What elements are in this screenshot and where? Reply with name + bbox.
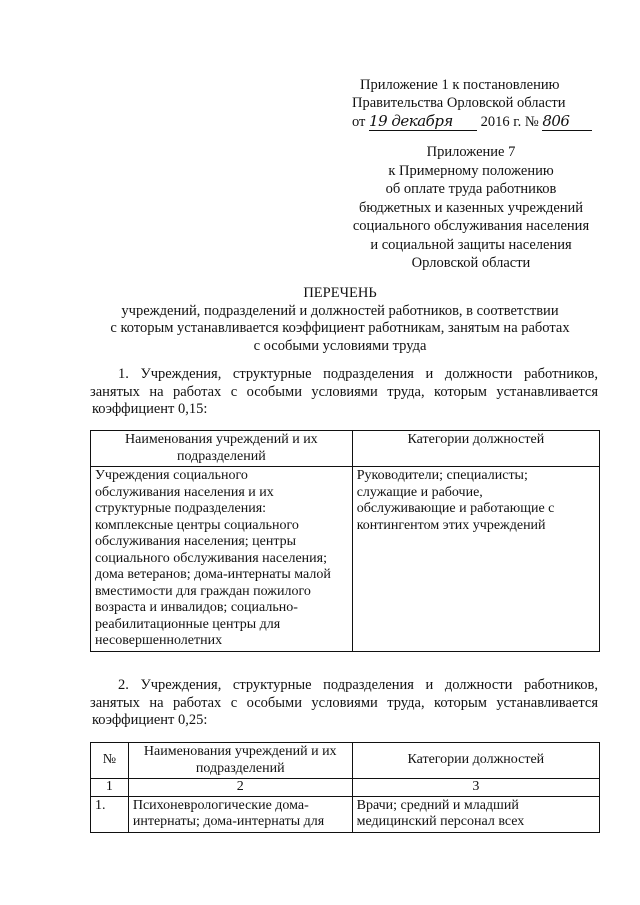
column-index: 1 [91, 779, 129, 797]
document-title [60, 285, 620, 355]
column-header-categories: Категории должностей [352, 431, 599, 467]
appendix-line: к Примерному положению [388, 162, 554, 179]
column-header-number: № [91, 743, 129, 779]
title-heading: ПЕРЕЧЕНЬ [303, 285, 377, 301]
section-1-line-3: коэффициент 0,15: [92, 401, 208, 417]
appendix-line: и социальной защиты населения [370, 236, 572, 253]
table-header-row [91, 431, 600, 467]
table-row [91, 796, 600, 832]
year-label: 2016 г. № [480, 114, 539, 130]
appendix-line: Приложение 7 [426, 144, 516, 160]
title-line-2: с которым устанавливается коэффициент работникам, занятым на работах [110, 320, 570, 336]
document-header [340, 76, 600, 131]
column-index: 2 [128, 779, 352, 797]
section-1-text [92, 366, 598, 419]
row-number: 1. [91, 796, 129, 832]
column-index-row [91, 779, 600, 797]
column-header-institutions: Наименования учреждений и их подразделений [91, 431, 353, 467]
appendix-line: социального обслуживания населения [352, 218, 590, 234]
section-2-line-3: коэффициент 0,25: [92, 712, 208, 728]
header-date-line [340, 112, 600, 131]
table-row [91, 467, 600, 652]
title-line-3: с особыми условиями труда [253, 337, 427, 354]
section-2-text [92, 677, 598, 730]
table-coefficient-025 [90, 742, 600, 833]
handwritten-date: 19 декабря [369, 112, 477, 131]
header-line-2: Правительства Орловской области [352, 95, 566, 111]
section-1-line-1: 1. Учреждения, структурные подразделения и должности работников, [118, 366, 598, 382]
table-cell-institutions: Психоневрологические дома- интернаты; дома-интернаты для [128, 796, 352, 832]
table-coefficient-015 [90, 430, 600, 652]
date-prefix: от [352, 114, 366, 130]
section-2-line-1: 2. Учреждения, структурные подразделения и должности работников, [118, 677, 598, 693]
header-line-1: Приложение 1 к постановлению [360, 77, 560, 93]
appendix-line: об оплате труда работников [385, 181, 557, 197]
column-header-institutions: Наименования учреждений и их подразделений [128, 743, 352, 779]
table-cell-categories: Врачи; средний и младший медицинский персонал всех [352, 796, 599, 832]
table-cell-institutions: Учреждения социального обслуживания населения и их структурные подразделения: комплексные центры социального обслуживания населения; центры социального обслуживания населения; дома ветеранов; дома-интернаты малой вместимости для граждан пожилого возраста и инвалидов; социально- реабилитационные центры для несовершеннолетних [91, 467, 353, 652]
section-1-line-2: занятых на работах с особыми условиями труда, которым устанавливается [90, 383, 598, 400]
table-header-row [91, 743, 600, 779]
section-2-line-2: занятых на работах с особыми условиями труда, которым устанавливается [90, 694, 598, 711]
appendix-line: бюджетных и казенных учреждений [358, 199, 584, 216]
table-cell-categories: Руководители; специалисты; служащие и рабочие, обслуживающие и работающие с контингентом этих учреждений [352, 467, 599, 652]
column-header-categories: Категории должностей [352, 743, 599, 779]
appendix-block [336, 143, 606, 273]
appendix-line: Орловской области [411, 255, 531, 271]
title-line-1: учреждений, подразделений и должностей работников, в соответствии [121, 302, 559, 319]
handwritten-number: 806 [542, 112, 592, 131]
column-index: 3 [352, 779, 599, 797]
